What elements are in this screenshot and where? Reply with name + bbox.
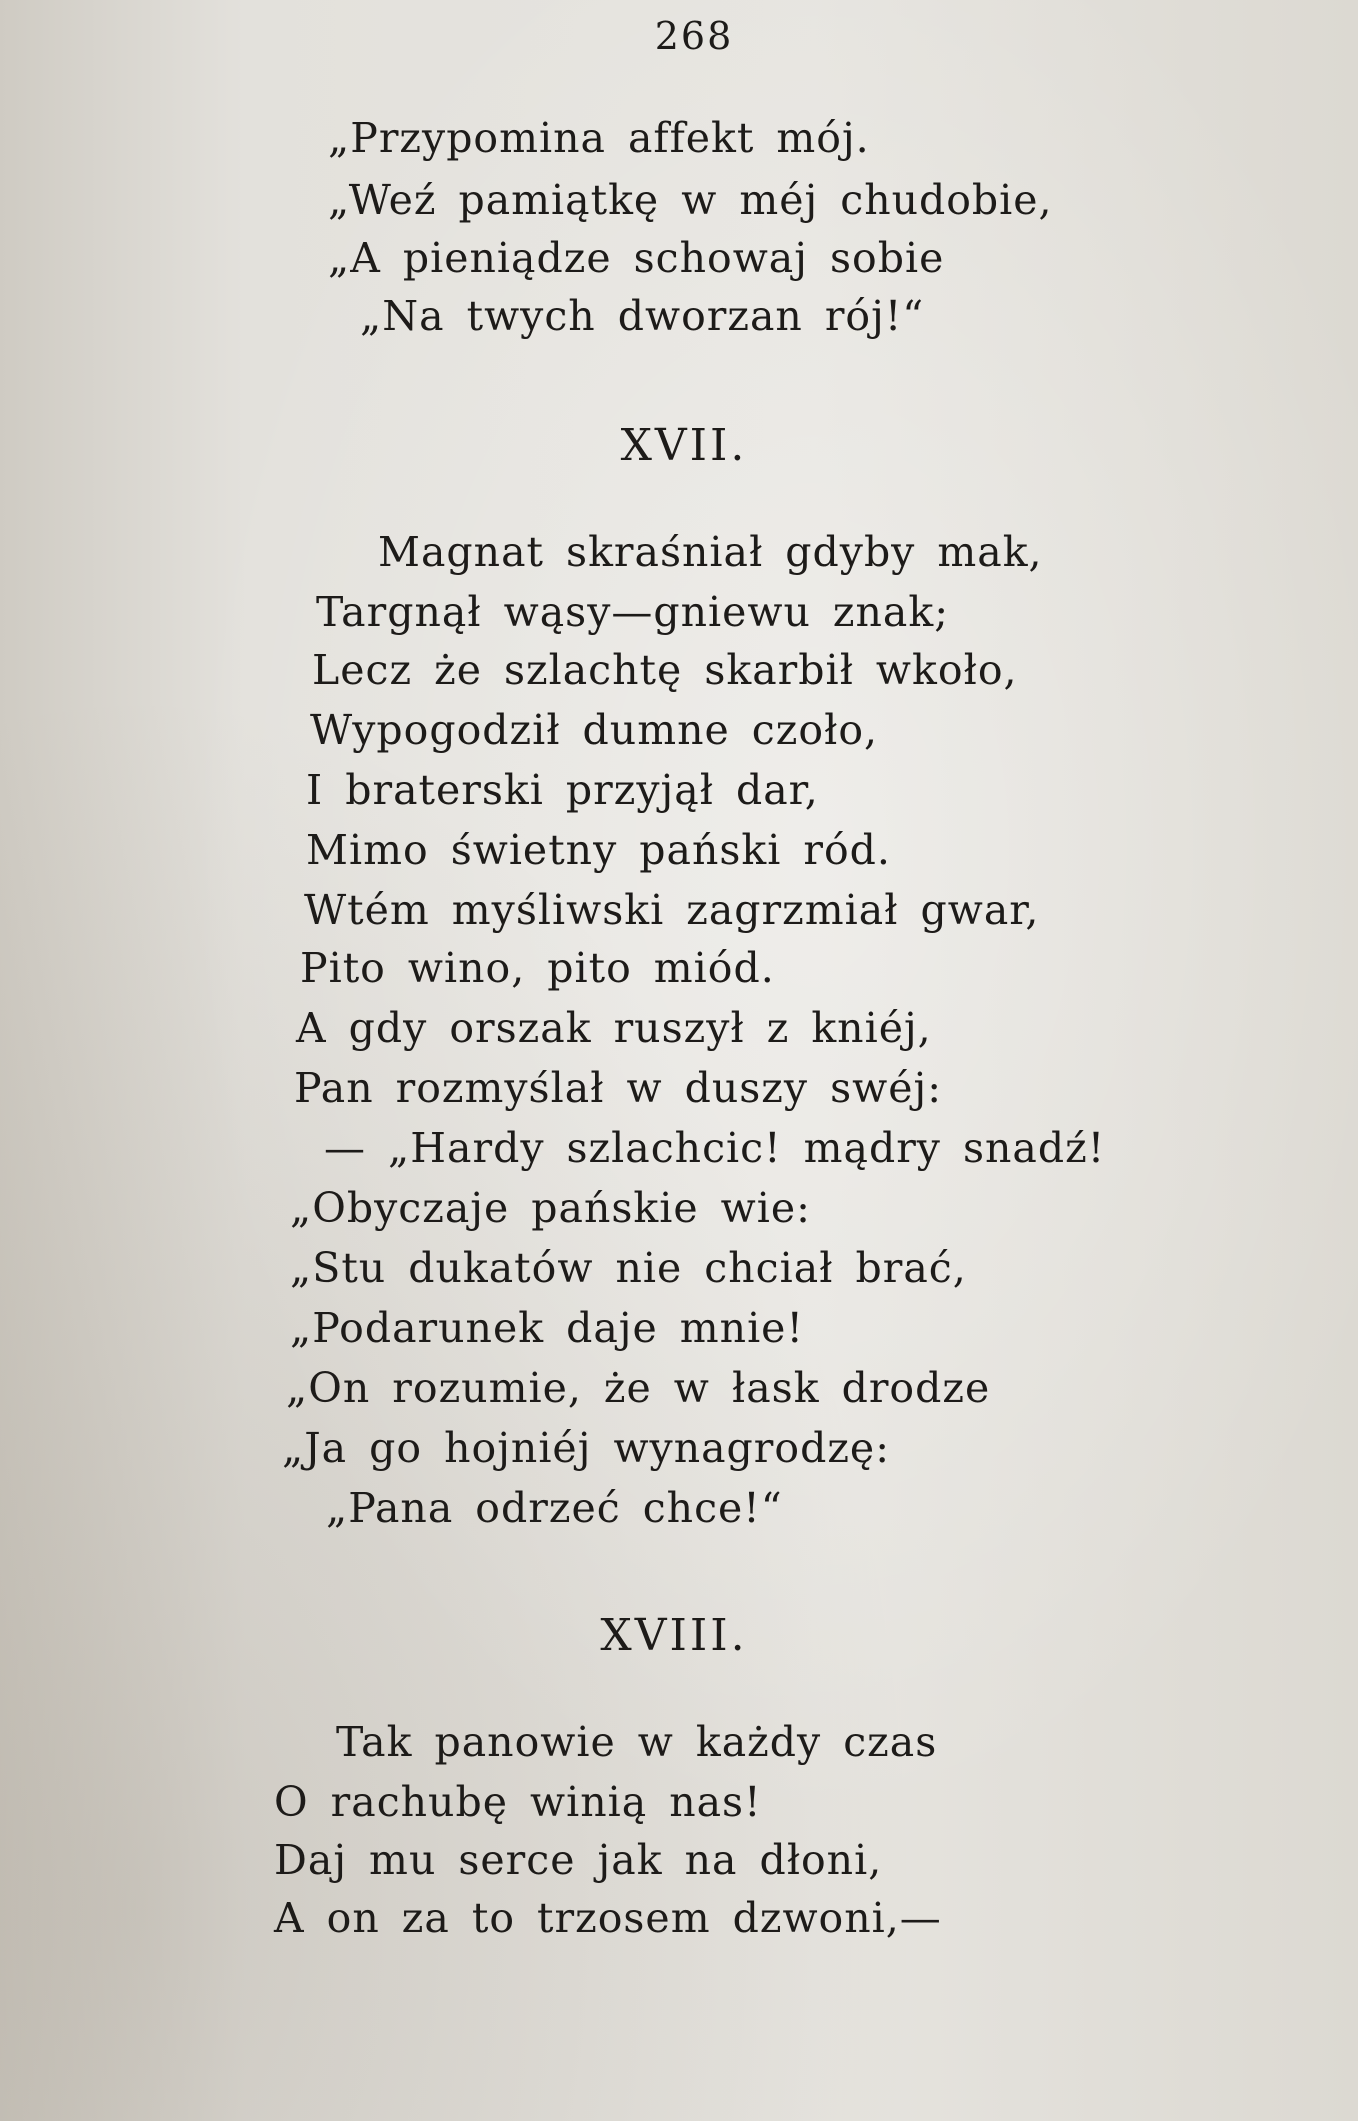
poem-line: „Przypomina affekt mój. xyxy=(328,114,870,162)
poem-line: Magnat skraśniał gdyby mak, xyxy=(378,528,1043,576)
poem-line: „Na twych dworzan rój!“ xyxy=(360,292,925,340)
poem-line: Wtém myśliwski zagrzmiał gwar, xyxy=(304,886,1040,934)
poem-line: A gdy orszak ruszył z kniéj, xyxy=(296,1004,932,1052)
poem-line: Targnął wąsy—gniewu znak; xyxy=(316,588,950,636)
poem-line: „Pana odrzeć chce!“ xyxy=(326,1484,783,1532)
poem-line: Daj mu serce jak na dłoni, xyxy=(274,1836,883,1884)
poem-line: „A pieniądze schowaj sobie xyxy=(328,234,945,282)
poem-line: „Weź pamiątkę w méj chudobie, xyxy=(328,176,1053,224)
poem-line: O rachubę winią nas! xyxy=(274,1778,762,1826)
section-heading-xviii: XVIII. xyxy=(600,1610,748,1661)
poem-line: Pito wino, pito miód. xyxy=(300,944,775,992)
poem-line: Pan rozmyślał w duszy swéj: xyxy=(294,1064,943,1112)
poem-line: — „Hardy szlachcic! mądry snadź! xyxy=(324,1124,1106,1172)
poem-line: I braterski przyjął dar, xyxy=(306,766,819,814)
poem-line: Lecz że szlachtę skarbił wkoło, xyxy=(312,646,1018,694)
poem-line: „Ja go hojniéj wynagrodzę: xyxy=(282,1424,891,1472)
section-heading-xvii: XVII. xyxy=(620,420,748,471)
poem-line: „Obyczaje pańskie wie: xyxy=(290,1184,811,1232)
poem-line: A on za to trzosem dzwoni,— xyxy=(274,1894,942,1942)
poem-line: „Podarunek daje mnie! xyxy=(290,1304,804,1352)
poem-line: Wypogodził dumne czoło, xyxy=(310,706,879,754)
poem-line: „On rozumie, że w łask drodze xyxy=(286,1364,991,1412)
page-number: 268 xyxy=(654,14,734,58)
poem-line: „Stu dukatów nie chciał brać, xyxy=(290,1244,967,1292)
poem-line: Tak panowie w każdy czas xyxy=(336,1718,938,1766)
poem-line: Mimo świetny pański ród. xyxy=(306,826,891,874)
